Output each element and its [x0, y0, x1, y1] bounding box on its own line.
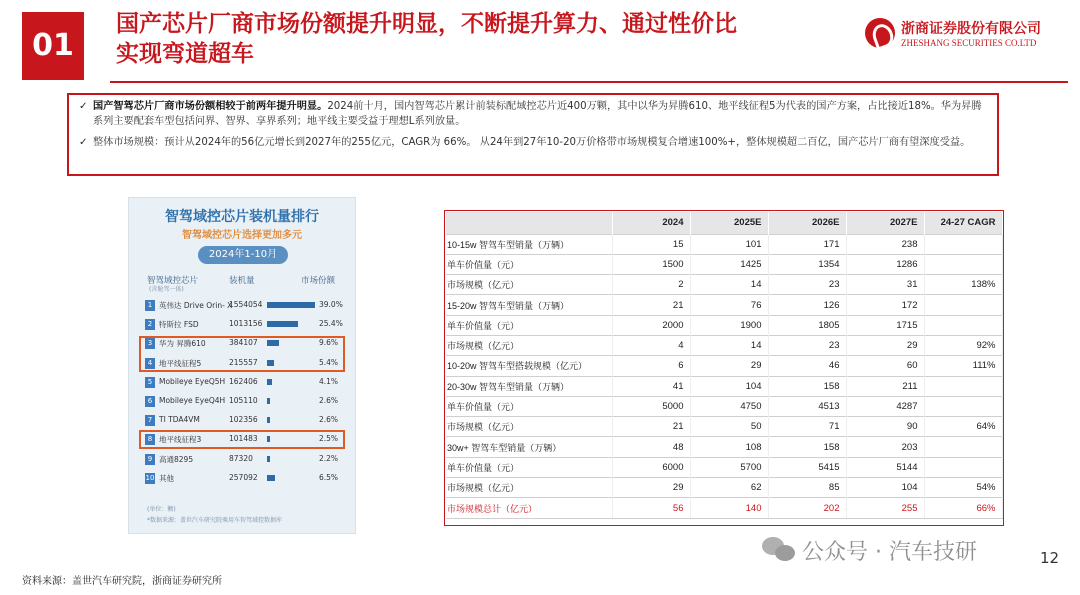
highlight-box-domestic	[139, 336, 345, 372]
rank-number: 4	[145, 358, 155, 369]
table-cell: 90	[846, 417, 924, 437]
chip-name: Mobileye EyeQ5H	[159, 376, 226, 386]
ranking-row	[143, 316, 343, 333]
chip-name: 高通8295	[159, 454, 194, 464]
rank-number: 2	[145, 319, 155, 330]
row-label: 市场规模（亿元）	[446, 335, 612, 355]
market-share: 4.1%	[319, 376, 339, 386]
table-cell	[924, 396, 1002, 416]
table-cell: 92%	[924, 335, 1002, 355]
check-icon: ✓	[79, 137, 88, 148]
chip-name: 其他	[159, 473, 174, 483]
ranking-row	[143, 412, 343, 429]
table-cell: 41	[612, 376, 690, 396]
table-cell: 14	[690, 335, 768, 355]
table-cell: 108	[690, 437, 768, 457]
table-cell	[924, 376, 1002, 396]
table-row	[446, 457, 1002, 477]
table-cell	[924, 295, 1002, 315]
market-share: 2.6%	[319, 415, 339, 425]
table-cell: 14	[690, 275, 768, 295]
table-cell: 71	[768, 417, 846, 437]
chip-name: 地平线征程3	[159, 435, 202, 445]
install-volume: 162406	[229, 376, 258, 386]
table-cell: 21	[612, 295, 690, 315]
ranking-unit-note: (单位：颗)	[147, 506, 176, 513]
table-row	[446, 254, 1002, 274]
summary-box	[67, 93, 999, 176]
bullet-text: 2024前十月，国内智驾芯片累计前装标配域控芯片近400万颗，其中以华为昇腾610、地平线征程5为代表的国产方案，占比接近18%。华为昇腾系列主要配套车型包括问界、智界、享界系列；地平线主要受益于理想L系列放量。	[93, 101, 982, 127]
table-cell: 46	[768, 356, 846, 376]
table-cell: 158	[768, 437, 846, 457]
summary-bullet	[79, 99, 985, 129]
table-cell: 5144	[846, 457, 924, 477]
table-cell: 76	[690, 295, 768, 315]
table-row	[446, 295, 1002, 315]
table-row	[446, 335, 1002, 355]
table-cell: 1286	[846, 254, 924, 274]
table-cell: 66%	[924, 498, 1002, 518]
install-volume: 105110	[229, 396, 258, 405]
ranking-row	[143, 393, 343, 410]
table-header-cell: 2025E	[690, 212, 768, 234]
table-cell: 238	[846, 234, 924, 254]
row-label: 市场规模（亿元）	[446, 275, 612, 295]
table-cell: 23	[768, 335, 846, 355]
table-row	[446, 315, 1002, 335]
table-row	[446, 498, 1002, 518]
rank-number: 5	[145, 377, 155, 388]
row-label: 10-15w 智驾车型销量（万辆）	[446, 234, 612, 254]
table-cell: 111%	[924, 356, 1002, 376]
bullet-text: 整体市场规模：预计从2024年的56亿元增长到2027年的255亿元，CAGR为 66%。 从24年到27年10-20万价格带市场规模复合增速100%+，整体规模超二百亿，国产芯片厂商有望深度受益。	[93, 137, 971, 148]
rank-number: 9	[145, 454, 155, 465]
table-cell: 104	[690, 376, 768, 396]
table-cell: 158	[768, 376, 846, 396]
ranking-col-share: 市场份额	[301, 276, 336, 286]
install-volume: 215557	[229, 357, 258, 367]
table-cell	[924, 315, 1002, 335]
table-cell: 255	[846, 498, 924, 518]
market-share: 2.2%	[319, 453, 339, 463]
table-header-cell	[446, 212, 612, 234]
ranking-row	[143, 470, 343, 487]
row-label: 单车价值量（元）	[446, 396, 612, 416]
table-cell: 29	[690, 356, 768, 376]
share-bar	[267, 379, 272, 385]
table-cell: 15	[612, 234, 690, 254]
ranking-period-badge: 2024年1-10月	[198, 246, 288, 264]
share-bar	[267, 456, 270, 462]
market-share: 25.4%	[319, 319, 343, 329]
chip-name: 华为 昇腾610	[159, 339, 206, 349]
table-cell: 1900	[690, 315, 768, 335]
market-share: 5.4%	[319, 357, 339, 367]
table-cell: 1500	[612, 254, 690, 274]
bullet-bold-lead: 国产智驾芯片厂商市场份额相较于前两年提升明显。	[93, 101, 328, 112]
source-note: 资料来源：盖世汽车研究院，浙商证券研究所	[22, 576, 222, 587]
table-body	[446, 234, 1002, 518]
wechat-icon	[762, 537, 796, 563]
market-share: 2.5%	[319, 434, 339, 444]
chip-name: Mobileye EyeQ4H	[159, 396, 226, 405]
table-cell: 85	[768, 478, 846, 498]
row-label: 20-30w 智驾车型销量（万辆）	[446, 376, 612, 396]
chip-name: TI TDA4VM	[159, 415, 200, 425]
page-title: 国产芯片厂商市场份额提升明显，不断提升算力、通过性价比实现弯道超车	[116, 11, 737, 67]
row-label: 单车价值量（元）	[446, 315, 612, 335]
table-header-row	[446, 212, 1002, 234]
chip-name: 地平线征程5	[159, 358, 202, 368]
rank-number: 10	[145, 473, 155, 482]
ranking-source-note: *数据来源：盖世汽车研究院乘用车智驾域控数据库	[147, 517, 283, 524]
table-cell: 29	[612, 478, 690, 498]
rank-number: 8	[145, 434, 155, 445]
table-cell: 23	[768, 275, 846, 295]
table-cell: 6	[612, 356, 690, 376]
share-bar	[267, 475, 275, 481]
slide-number-badge: 01	[22, 12, 84, 80]
table-cell: 1715	[846, 315, 924, 335]
table-row	[446, 478, 1002, 498]
market-size-table	[446, 212, 1003, 519]
table-cell: 6000	[612, 457, 690, 477]
table-cell: 31	[846, 275, 924, 295]
table-cell: 5000	[612, 396, 690, 416]
table-cell: 202	[768, 498, 846, 518]
table-cell	[924, 234, 1002, 254]
install-volume: 384107	[229, 338, 258, 348]
table-cell: 4287	[846, 396, 924, 416]
table-cell: 4513	[768, 396, 846, 416]
table-cell: 172	[846, 295, 924, 315]
table-cell: 1805	[768, 315, 846, 335]
highlight-box-horizon-j3	[139, 430, 345, 449]
row-label: 市场规模（亿元）	[446, 478, 612, 498]
rank-number: 1	[145, 300, 155, 311]
install-volume: 102356	[229, 415, 258, 425]
logo-name-en: ZHESHANG SECURITIES CO.LTD	[901, 38, 1037, 48]
table-row	[446, 234, 1002, 254]
ranking-col-name: 智驾域控芯片	[147, 276, 199, 286]
logo-mark-icon	[865, 18, 895, 48]
table-cell: 104	[846, 478, 924, 498]
table-cell: 5700	[690, 457, 768, 477]
row-label: 单车价值量（元）	[446, 254, 612, 274]
table-cell: 101	[690, 234, 768, 254]
market-share: 6.5%	[319, 472, 339, 482]
ranking-row	[143, 451, 343, 468]
table-header-cell: 2024	[612, 212, 690, 234]
table-cell	[924, 437, 1002, 457]
table-cell: 2	[612, 275, 690, 295]
ranking-col-value: 装机量	[229, 276, 255, 286]
rank-number: 3	[145, 338, 155, 349]
share-bar	[267, 417, 270, 423]
table-row	[446, 396, 1002, 416]
table-cell: 48	[612, 437, 690, 457]
rank-number: 7	[145, 415, 155, 426]
table-cell: 56	[612, 498, 690, 518]
table-cell: 4	[612, 335, 690, 355]
install-volume: 101483	[229, 434, 258, 444]
row-label: 10-20w 智驾车型搭载规模（亿元）	[446, 356, 612, 376]
table-cell: 171	[768, 234, 846, 254]
table-cell: 54%	[924, 478, 1002, 498]
install-volume: 87320	[229, 453, 253, 463]
table-row	[446, 356, 1002, 376]
company-logo	[865, 18, 1065, 54]
share-bar	[267, 321, 298, 327]
table-cell: 21	[612, 417, 690, 437]
table-cell: 138%	[924, 275, 1002, 295]
row-label: 15-20w 智驾车型销量（万辆）	[446, 295, 612, 315]
ranking-row	[143, 297, 343, 314]
summary-bullet	[79, 135, 985, 150]
table-cell: 1425	[690, 254, 768, 274]
table-cell	[924, 254, 1002, 274]
rank-number: 6	[145, 396, 155, 407]
table-header-cell: 24-27 CAGR	[924, 212, 1002, 234]
ranking-col-name-sub: (含舱驾一体)	[149, 286, 184, 293]
table-cell: 1354	[768, 254, 846, 274]
table-cell: 4750	[690, 396, 768, 416]
table-cell	[924, 457, 1002, 477]
table-cell: 60	[846, 356, 924, 376]
share-bar	[267, 302, 315, 308]
market-share: 39.0%	[319, 300, 343, 309]
table-cell: 126	[768, 295, 846, 315]
table-cell: 29	[846, 335, 924, 355]
row-label: 单车价值量（元）	[446, 457, 612, 477]
table-cell: 203	[846, 437, 924, 457]
table-header-cell: 2027E	[846, 212, 924, 234]
table-row	[446, 437, 1002, 457]
market-share: 9.6%	[319, 338, 339, 348]
check-icon: ✓	[79, 101, 88, 112]
table-cell: 5415	[768, 457, 846, 477]
table-cell: 50	[690, 417, 768, 437]
table-cell: 2000	[612, 315, 690, 335]
market-share: 2.6%	[319, 396, 339, 405]
ranking-subtitle: 智驾域控芯片选择更加多元	[182, 230, 302, 241]
table-row	[446, 417, 1002, 437]
page-number: 12	[1040, 549, 1060, 567]
chip-ranking-card	[128, 197, 356, 534]
row-label: 市场规模总计（亿元）	[446, 498, 612, 518]
table-cell: 140	[690, 498, 768, 518]
row-label: 市场规模（亿元）	[446, 417, 612, 437]
header-divider	[110, 81, 1068, 83]
share-bar	[267, 398, 270, 404]
ranking-title: 智驾域控芯片装机量排行	[165, 209, 319, 225]
chip-name: 特斯拉 FSD	[159, 320, 199, 330]
install-volume: 1554054	[229, 300, 263, 309]
install-volume: 1013156	[229, 319, 263, 329]
chip-name: 英伟达 Drive Orin- X	[159, 301, 233, 310]
table-cell: 211	[846, 376, 924, 396]
table-cell: 64%	[924, 417, 1002, 437]
install-volume: 257092	[229, 472, 258, 482]
table-row	[446, 376, 1002, 396]
table-header-cell: 2026E	[768, 212, 846, 234]
ranking-row	[143, 374, 343, 391]
row-label: 30w+ 智驾车型销量（万辆）	[446, 437, 612, 457]
watermark	[762, 535, 977, 569]
table-row	[446, 275, 1002, 295]
logo-name-cn: 浙商证券股份有限公司	[901, 21, 1041, 37]
watermark-text: 公众号 · 汽车技研	[802, 540, 977, 565]
table-cell: 62	[690, 478, 768, 498]
